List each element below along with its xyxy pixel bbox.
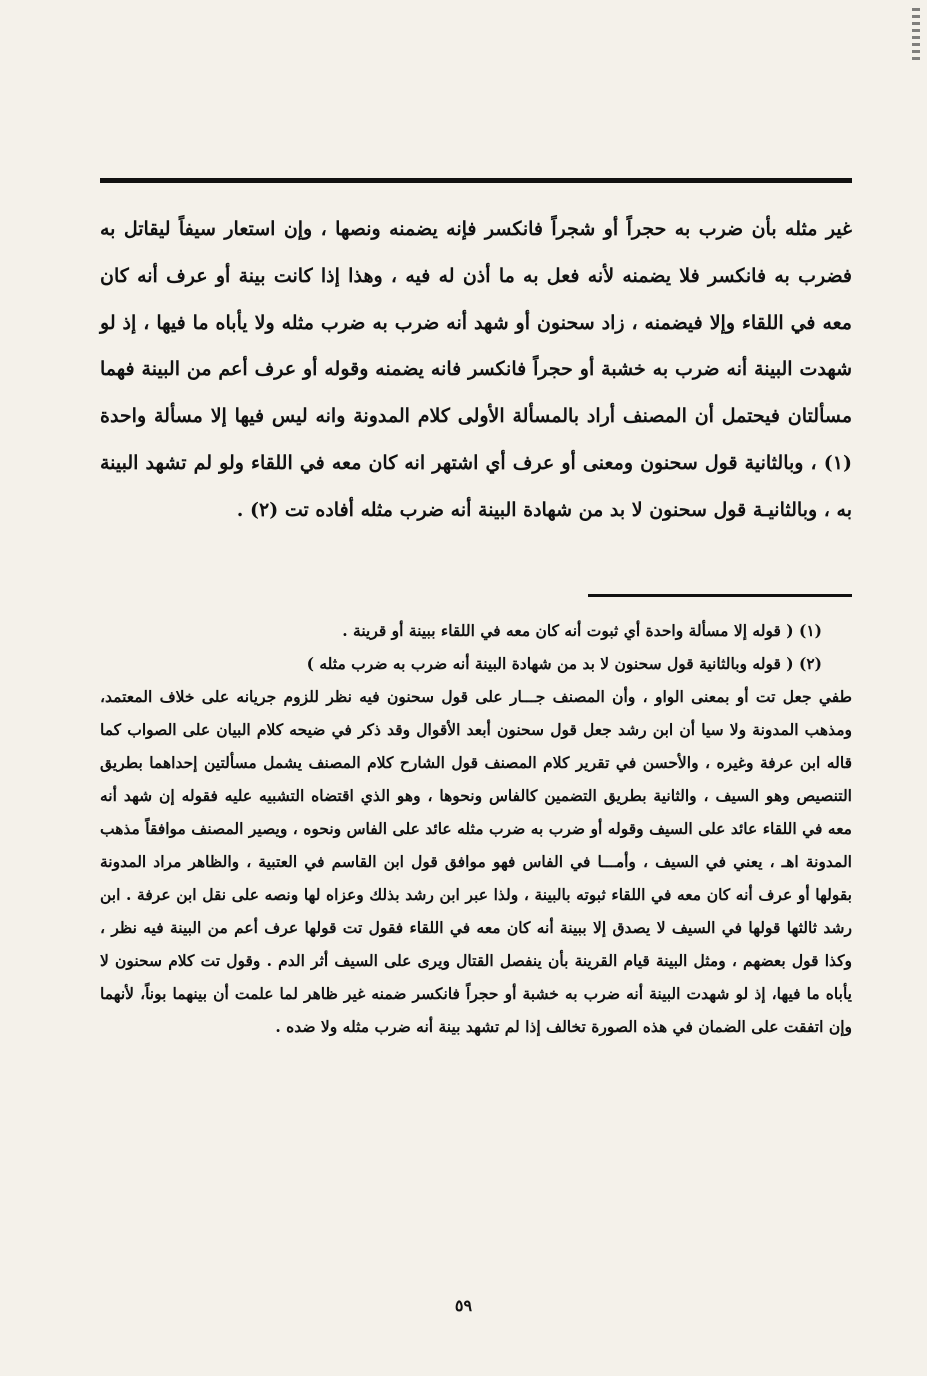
margin-scan-mark [912, 8, 920, 64]
main-text-body: غير مثله بأن ضرب به حجراً أو شجراً فانكسر فإنه يضمنه ونصها ، وإن استعار سيفاً ليقاتل به فضرب به فانكسر فلا يضمنه لأنه فعل به ما أذن له فيه ، وهذا إذا كانت بينة أو عرف أنه كان معه في اللقاء وإلا فيضمنه ، زاد سحنون أو شهد أنه ضرب به ضرب مثله ولا يأباه ما فيها ، إذ لو شهدت البينة أنه ضرب به خشبة أو حجراً فانكسر فانه يضمنه وقوله أو عرف أعم من البينة فهما مسألتان فيحتمل أن المصنف أراد بالمسألة الأولى كلام المدونة وانه ليس فيها إلا مسألة واحدة (١) ، وبالثانية قول سحنون ومعنى أو عرف أي اشتهر انه كان معه في اللقاء ولو لم تشهد البينة به ، وبالثانيـة قول سحنون لا بد من شهادة البينة أنه ضرب مثله أفاده تت (٢) . [100, 218, 852, 521]
footnotes-section [100, 614, 852, 1043]
header-rule [100, 178, 852, 183]
footnote-1: (١) ( قوله إلا مسألة واحدة أي ثبوت أنه كان معه في اللقاء ببينة أو قرينة . [342, 621, 822, 640]
footnote-2-heading: (٢) ( قوله وبالثانية قول سحنون لا بد من شهادة البينة أنه ضرب به ضرب مثله ) [306, 654, 822, 673]
page-number: ٥٩ [454, 1296, 473, 1315]
footnote-separator-rule [588, 594, 852, 597]
footnote-2-body: طفي جعل تت أو بمعنى الواو ، وأن المصنف جـــار على قول سحنون فيه نظر للزوم جريانه على خلاف المعتمد، ومذهب المدونة ولا سيا أن ابن رشد جعل قول سحنون أبعد الأقوال وقد ذكر في ضيحه كلام البيان على الصواب كما قاله ابن عرفة وغيره ، والأحسن في تقرير كلام المصنف قول الشارح كلام المصنف يشمل مسألتين إحداهما بطريق التنصيص وهو السيف ، والثانية بطريق التضمين كالفاس ونحوها ، وهو الذي اقتضاه التشبيه عليه فقوله إن شهد أنه معه في اللقاء عائد على السيف وقوله أو ضرب به ضرب مثله عائد على الفاس ونحوه ، ويصير المصنف موافقاً مذهب المدونة اهـ ، يعني في السيف ، وأمـــا في الفاس فهو موافق قول ابن القاسم في العتبية ، والظاهر مراد المدونة بقولها أو عرف أنه كان معه في اللقاء ثبوته بالبينة ، ولذا عبر ابن رشد بذلك وعزاه لها ونصه على نقل ابن عرفة . ابن رشد ثالثها قولها في السيف لا يصدق إلا ببينة أنه كان معه في اللقاء فقول تت قولها عرف أعم من البينة فيه نظر ، وكذا قول بعضهم ، ومثل البينة قيام القرينة بأن ينفصل القتال ويرى على السيف أثر الدم . وقول تت كلام سحنون لا يأباه ما فيها، إذ لو شهدت البينة أنه ضرب به خشبة أو حجراً فانكسر ضمنه غير ظاهر لما علمت أن بينهما بوناً، لأنهما وإن اتفقت على الضمان في هذه الصورة تخالف إذا لم تشهد بينة أنه ضرب مثله ولا ضده . [100, 687, 852, 1036]
